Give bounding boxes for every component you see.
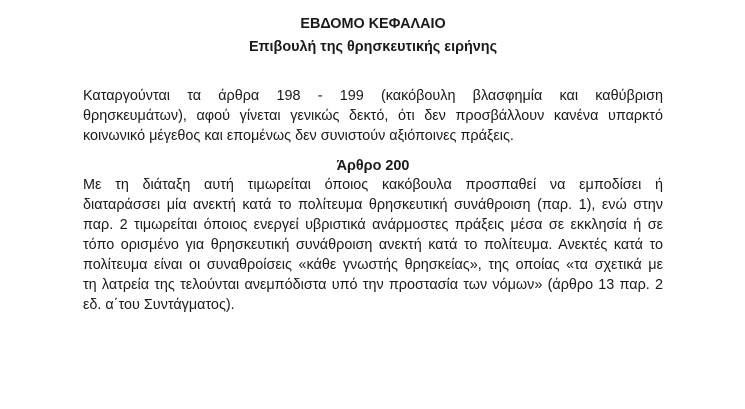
text-line: πολίτευμα είναι οι συναθροίσεις «κάθε γνωστής θρησκείας», της οποίας «τα σχετικά με (83, 257, 663, 273)
text-line: Καταργούνται τα άρθρα 198 - 199 (κακόβουλη βλασφημία και καθύβριση (83, 88, 663, 104)
chapter-subtitle: Επιβουλή της θρησκευτικής ειρήνης (248, 39, 498, 55)
text-line: παρ. 2 τιμωρείται όποιος ενεργεί υβριστικά ανάρμοστες πράξεις μέσα σε εκκλησία ή σε (83, 217, 663, 233)
text-line: κοινωνικό μέγεθος και επομένως δεν συνιστούν αξιόποινες πράξεις. (83, 128, 514, 144)
text-line: τόπο ορισμένο για θρησκευτική συνάθροιση ανεκτή κατά το πολίτευμα. Ανεκτές κατά το (83, 237, 663, 253)
text-line: διαταράσσει μία ανεκτή κατά το πολίτευμα θρησκευτική συνάθροιση (παρ. 1), ενώ στην (83, 197, 663, 213)
article-title: Άρθρο 200 (336, 158, 410, 174)
text-line: τη λατρεία της τελούνται ανεμπόδιστα υπό την προστασία των νόμων» (άρθρο 13 παρ. 2 (83, 277, 663, 293)
article-paragraph (83, 175, 663, 315)
text-line: εδ. α΄του Συντάγματος). (83, 297, 235, 313)
document-page (83, 0, 663, 409)
text-line: θρησκευμάτων), αφού γίνεται γενικώς δεκτό, ότι δεν προσβάλλουν κανένα υπαρκτό (83, 108, 663, 124)
text-line: Με τη διάταξη αυτή τιμωρείται όποιος κακόβουλα προσπαθεί να εμποδίσει ή (83, 177, 663, 193)
intro-paragraph (83, 86, 663, 146)
chapter-title: ΕΒΔΟΜΟ ΚΕΦΑΛΑΙΟ (300, 16, 446, 32)
